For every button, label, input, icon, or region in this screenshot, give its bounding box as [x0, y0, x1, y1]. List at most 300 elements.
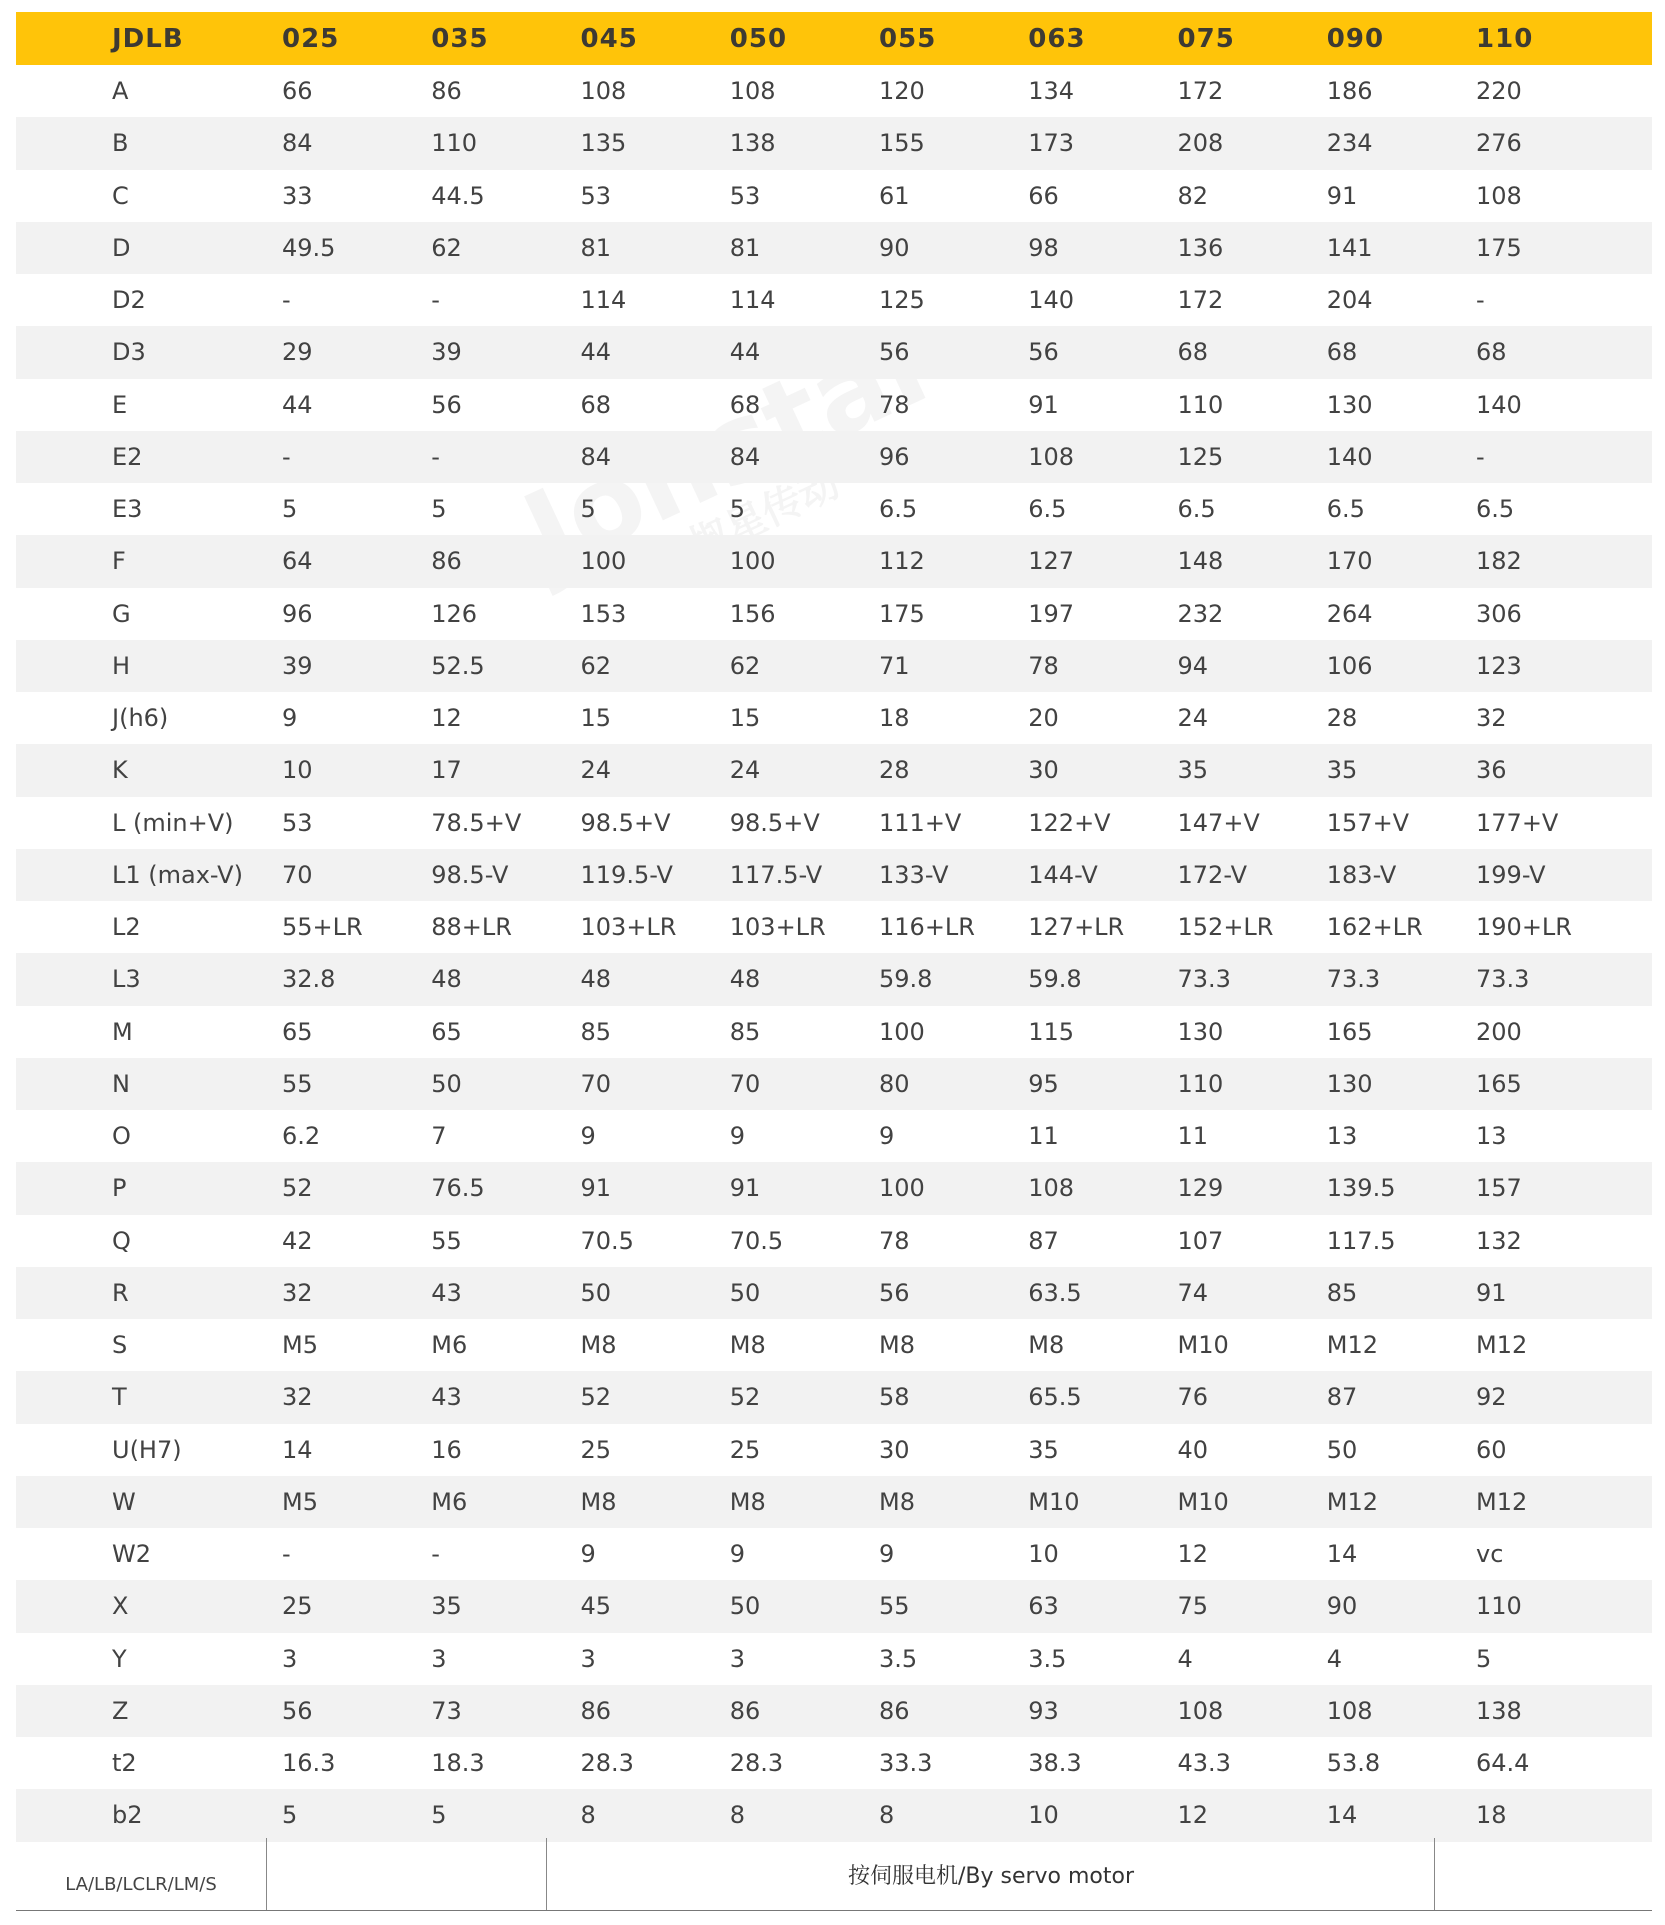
row-label: D3 — [112, 338, 146, 367]
row-label: E — [112, 390, 128, 419]
cell-value: 28.3 — [729, 1749, 784, 1778]
cell-value: 61 — [879, 181, 910, 210]
cell-value: 98.5-V — [431, 860, 509, 889]
table-row — [16, 117, 1652, 169]
cell-value: 8 — [729, 1801, 746, 1830]
cell-value: 234 — [1326, 129, 1373, 158]
cell-value: 138 — [1476, 1696, 1522, 1725]
header-size-4: 050 — [729, 23, 788, 54]
cell-value: 13 — [1326, 1122, 1358, 1151]
cell-value: 14 — [1326, 1801, 1358, 1830]
table-row — [16, 1633, 1652, 1685]
cell-value: 49.5 — [282, 233, 336, 262]
table-row — [16, 379, 1652, 431]
cell-value: 100 — [879, 1017, 925, 1046]
cell-value: 55 — [431, 1226, 462, 1255]
cell-value: 28.3 — [580, 1749, 634, 1778]
cell-value: 9 — [879, 1540, 895, 1569]
cell-value: 4 — [1326, 1644, 1343, 1673]
cell-value: 56 — [282, 1696, 313, 1725]
table-row — [16, 222, 1652, 274]
cell-value: 56 — [431, 390, 462, 419]
cell-value: 24 — [1177, 704, 1209, 733]
cell-value: 5 — [431, 495, 447, 524]
cell-value: - — [1476, 286, 1485, 315]
row-label: T — [112, 1383, 127, 1412]
cell-value: 91 — [1476, 1278, 1507, 1307]
table-row — [16, 901, 1652, 953]
cell-value: 111+V — [879, 808, 962, 837]
table-row — [16, 1267, 1652, 1319]
cell-value: 64 — [282, 547, 313, 576]
cell-value: 140 — [1028, 286, 1075, 315]
cell-value: 48 — [580, 965, 612, 994]
cell-value: 119.5-V — [580, 860, 673, 889]
table-row — [16, 1215, 1652, 1267]
cell-value: 25 — [580, 1435, 612, 1464]
table-row — [16, 797, 1652, 849]
cell-value: 172 — [1177, 77, 1224, 106]
row-label: W — [112, 1487, 136, 1516]
cell-value: 91 — [580, 1174, 612, 1203]
cell-value: 52.5 — [431, 651, 485, 680]
cell-value: 44 — [282, 390, 313, 419]
cell-value: 63 — [1028, 1592, 1059, 1621]
cell-value: 3 — [580, 1644, 596, 1673]
cell-value: - — [282, 1540, 291, 1569]
cell-value: 197 — [1028, 599, 1075, 628]
header-size-3: 045 — [580, 23, 638, 54]
table-row — [16, 744, 1652, 796]
cell-value: 90 — [1326, 1592, 1358, 1621]
table-footer — [16, 1838, 1652, 1911]
cell-value: 86 — [431, 77, 462, 106]
cell-value: 157+V — [1326, 808, 1410, 837]
row-label: W2 — [112, 1540, 151, 1569]
table-row — [16, 535, 1652, 587]
cell-value: 44 — [580, 338, 612, 367]
cell-value: 55 — [282, 1069, 313, 1098]
cell-value: 73.3 — [1326, 965, 1381, 994]
row-label: L (min+V) — [112, 808, 234, 837]
cell-value: 90 — [879, 233, 910, 262]
cell-value: 55+LR — [282, 913, 363, 942]
cell-value: 98.5+V — [580, 808, 671, 837]
cell-value: 52 — [729, 1383, 761, 1412]
footer-empty-cell-right — [1434, 1838, 1653, 1910]
cell-value: 65.5 — [1028, 1383, 1082, 1412]
cell-value: 15 — [729, 704, 761, 733]
cell-value: 115 — [1028, 1017, 1075, 1046]
cell-value: 84 — [729, 442, 761, 471]
cell-value: 70 — [580, 1069, 612, 1098]
row-label: L3 — [112, 965, 141, 994]
cell-value: 68 — [729, 390, 761, 419]
cell-value: 84 — [580, 442, 612, 471]
cell-value: 20 — [1028, 704, 1059, 733]
cell-value: 110 — [431, 129, 478, 158]
cell-value: M10 — [1028, 1487, 1080, 1516]
cell-value: 264 — [1326, 599, 1373, 628]
cell-value: 70 — [282, 860, 313, 889]
cell-value: 32 — [282, 1278, 313, 1307]
cell-value: 9 — [580, 1540, 596, 1569]
cell-value: 35 — [1326, 756, 1358, 785]
cell-value: 33.3 — [879, 1749, 933, 1778]
table-header-row — [16, 12, 1652, 65]
cell-value: 39 — [282, 651, 313, 680]
cell-value: 76.5 — [431, 1174, 485, 1203]
cell-value: - — [282, 286, 291, 315]
table-row — [16, 483, 1652, 535]
cell-value: 86 — [729, 1696, 761, 1725]
cell-value: 59.8 — [879, 965, 933, 994]
cell-value: 306 — [1476, 599, 1522, 628]
cell-value: 92 — [1476, 1383, 1507, 1412]
cell-value: M12 — [1476, 1331, 1528, 1360]
cell-value: 76 — [1177, 1383, 1209, 1412]
cell-value: 86 — [879, 1696, 910, 1725]
table-row — [16, 1737, 1652, 1789]
table-row — [16, 1162, 1652, 1214]
cell-value: 66 — [1028, 181, 1059, 210]
cell-value: 78 — [1028, 651, 1059, 680]
cell-value: 110 — [1476, 1592, 1522, 1621]
cell-value: 112 — [879, 547, 925, 576]
cell-value: 117.5-V — [729, 860, 823, 889]
cell-value: 123 — [1476, 651, 1522, 680]
row-label: U(H7) — [112, 1435, 182, 1464]
table-row — [16, 1058, 1652, 1110]
cell-value: 133-V — [879, 860, 949, 889]
cell-value: 95 — [1028, 1069, 1059, 1098]
row-label: O — [112, 1122, 131, 1151]
cell-value: M5 — [282, 1331, 318, 1360]
cell-value: 33 — [282, 181, 313, 210]
cell-value: 220 — [1476, 77, 1522, 106]
cell-value: 175 — [1476, 233, 1522, 262]
cell-value: 98 — [1028, 233, 1059, 262]
cell-value: 43 — [431, 1278, 462, 1307]
row-label: Z — [112, 1696, 129, 1725]
row-label: E3 — [112, 495, 143, 524]
cell-value: 103+LR — [729, 913, 826, 942]
cell-value: 11 — [1177, 1122, 1209, 1151]
cell-value: 50 — [1326, 1435, 1358, 1464]
cell-value: 50 — [580, 1278, 612, 1307]
row-label: D — [112, 233, 131, 262]
cell-value: M8 — [580, 1331, 617, 1360]
cell-value: 204 — [1326, 286, 1373, 315]
cell-value: 138 — [729, 129, 776, 158]
cell-value: 100 — [879, 1174, 925, 1203]
cell-value: 56 — [1028, 338, 1059, 367]
cell-value: 52 — [580, 1383, 612, 1412]
cell-value: 114 — [729, 286, 776, 315]
header-size-7: 075 — [1177, 23, 1235, 54]
cell-value: M12 — [1326, 1487, 1379, 1516]
cell-value: 148 — [1177, 547, 1224, 576]
cell-value: 81 — [729, 233, 761, 262]
cell-value: 12 — [1177, 1801, 1209, 1830]
cell-value: 120 — [879, 77, 925, 106]
cell-value: 116+LR — [879, 913, 975, 942]
cell-value: 9 — [729, 1540, 746, 1569]
cell-value: M8 — [580, 1487, 617, 1516]
cell-value: 35 — [431, 1592, 462, 1621]
cell-value: 153 — [580, 599, 627, 628]
cell-value: 14 — [1326, 1540, 1358, 1569]
cell-value: 162+LR — [1326, 913, 1423, 942]
cell-value: 94 — [1177, 651, 1209, 680]
cell-value: 65 — [431, 1017, 462, 1046]
cell-value: M8 — [729, 1331, 766, 1360]
footer-motor-note: 按伺服电机/By servo motor — [546, 1838, 1435, 1910]
table-row — [16, 1371, 1652, 1423]
row-label: N — [112, 1069, 130, 1098]
cell-value: 86 — [580, 1696, 612, 1725]
cell-value: 32 — [1476, 704, 1507, 733]
cell-value: 93 — [1028, 1696, 1059, 1725]
cell-value: 59.8 — [1028, 965, 1082, 994]
cell-value: 6.5 — [1028, 495, 1067, 524]
table-row — [16, 431, 1652, 483]
cell-value: 177+V — [1476, 808, 1559, 837]
cell-value: 25 — [282, 1592, 313, 1621]
table-row — [16, 1580, 1652, 1632]
cell-value: 18.3 — [431, 1749, 485, 1778]
cell-value: 106 — [1326, 651, 1373, 680]
cell-value: 52 — [282, 1174, 313, 1203]
cell-value: M12 — [1476, 1487, 1528, 1516]
cell-value: 108 — [580, 77, 627, 106]
row-label: X — [112, 1592, 129, 1621]
row-label: b2 — [112, 1801, 143, 1830]
cell-value: 147+V — [1177, 808, 1260, 837]
cell-value: 232 — [1177, 599, 1224, 628]
table-row — [16, 849, 1652, 901]
row-label: K — [112, 756, 128, 785]
cell-value: 186 — [1326, 77, 1373, 106]
cell-value: - — [431, 442, 440, 471]
cell-value: 3.5 — [1028, 1644, 1067, 1673]
cell-value: 68 — [1476, 338, 1507, 367]
cell-value: 127+LR — [1028, 913, 1125, 942]
cell-value: 155 — [879, 129, 925, 158]
cell-value: 136 — [1177, 233, 1224, 262]
cell-value: 38.3 — [1028, 1749, 1082, 1778]
cell-value: M8 — [879, 1331, 915, 1360]
cell-value: 3 — [282, 1644, 298, 1673]
cell-value: 152+LR — [1177, 913, 1274, 942]
cell-value: 44.5 — [431, 181, 485, 210]
cell-value: 53 — [580, 181, 612, 210]
cell-value: M8 — [1028, 1331, 1065, 1360]
cell-value: 139.5 — [1326, 1174, 1396, 1203]
cell-value: 126 — [431, 599, 478, 628]
cell-value: 172-V — [1177, 860, 1247, 889]
cell-value: 56 — [879, 1278, 910, 1307]
cell-value: 74 — [1177, 1278, 1209, 1307]
cell-value: 10 — [1028, 1540, 1059, 1569]
cell-value: 86 — [431, 547, 462, 576]
table-row — [16, 640, 1652, 692]
cell-value: 78 — [879, 1226, 910, 1255]
cell-value: 208 — [1177, 129, 1224, 158]
cell-value: 25 — [729, 1435, 761, 1464]
cell-value: 182 — [1476, 547, 1522, 576]
cell-value: 43 — [431, 1383, 462, 1412]
cell-value: 91 — [1028, 390, 1059, 419]
cell-value: 5 — [580, 495, 596, 524]
cell-value: 18 — [1476, 1801, 1507, 1830]
cell-value: 110 — [1177, 390, 1224, 419]
cell-value: 7 — [431, 1122, 447, 1151]
cell-value: 53 — [729, 181, 761, 210]
cell-value: 190+LR — [1476, 913, 1572, 942]
cell-value: 122+V — [1028, 808, 1111, 837]
cell-value: 24 — [729, 756, 761, 785]
cell-value: 100 — [729, 547, 776, 576]
cell-value: - — [431, 286, 440, 315]
cell-value: 87 — [1326, 1383, 1358, 1412]
cell-value: 24 — [580, 756, 612, 785]
cell-value: 6.5 — [1177, 495, 1216, 524]
table-row — [16, 274, 1652, 326]
cell-value: M8 — [879, 1487, 915, 1516]
cell-value: 172 — [1177, 286, 1224, 315]
cell-value: 107 — [1177, 1226, 1224, 1255]
cell-value: 28 — [879, 756, 910, 785]
cell-value: 58 — [879, 1383, 910, 1412]
cell-value: 173 — [1028, 129, 1075, 158]
cell-value: 85 — [729, 1017, 761, 1046]
cell-value: 68 — [1326, 338, 1358, 367]
cell-value: 6.2 — [282, 1122, 321, 1151]
row-label: G — [112, 599, 131, 628]
header-size-8: 090 — [1326, 23, 1385, 54]
row-label: J(h6) — [112, 704, 169, 733]
cell-value: 75 — [1177, 1592, 1209, 1621]
cell-value: M10 — [1177, 1331, 1229, 1360]
cell-value: 6.5 — [1476, 495, 1515, 524]
cell-value: 88+LR — [431, 913, 512, 942]
cell-value: 91 — [729, 1174, 761, 1203]
header-size-5: 055 — [879, 23, 937, 54]
table-row — [16, 65, 1652, 117]
cell-value: 276 — [1476, 129, 1522, 158]
row-label: M — [112, 1017, 133, 1046]
cell-value: 9 — [879, 1122, 895, 1151]
header-size-9: 110 — [1476, 23, 1534, 54]
cell-value: 45 — [580, 1592, 612, 1621]
cell-value: 140 — [1476, 390, 1522, 419]
cell-value: 4 — [1177, 1644, 1193, 1673]
cell-value: 144-V — [1028, 860, 1098, 889]
header-size-2: 035 — [431, 23, 489, 54]
cell-value: 65 — [282, 1017, 313, 1046]
cell-value: 73.3 — [1177, 965, 1231, 994]
row-label: E2 — [112, 442, 143, 471]
cell-value: 11 — [1028, 1122, 1059, 1151]
cell-value: 30 — [1028, 756, 1059, 785]
cell-value: 110 — [1177, 1069, 1224, 1098]
cell-value: 53 — [282, 808, 313, 837]
cell-value: 5 — [729, 495, 746, 524]
cell-value: 8 — [580, 1801, 596, 1830]
cell-value: 135 — [580, 129, 627, 158]
cell-value: 108 — [1476, 181, 1522, 210]
cell-value: 85 — [1326, 1278, 1358, 1307]
cell-value: 50 — [729, 1278, 761, 1307]
cell-value: 9 — [580, 1122, 596, 1151]
cell-value: 108 — [729, 77, 776, 106]
row-label: B — [112, 129, 129, 158]
cell-value: 5 — [431, 1801, 447, 1830]
cell-value: 13 — [1476, 1122, 1507, 1151]
table-row — [16, 1476, 1652, 1528]
cell-value: 5 — [282, 495, 298, 524]
cell-value: 35 — [1177, 756, 1209, 785]
table-row — [16, 1110, 1652, 1162]
cell-value: 53.8 — [1326, 1749, 1381, 1778]
cell-value: 91 — [1326, 181, 1358, 210]
cell-value: 140 — [1326, 442, 1373, 471]
cell-value: 170 — [1326, 547, 1373, 576]
cell-value: M6 — [431, 1487, 468, 1516]
row-label: L2 — [112, 913, 141, 942]
cell-value: 70.5 — [580, 1226, 634, 1255]
cell-value: 39 — [431, 338, 462, 367]
cell-value: 40 — [1177, 1435, 1209, 1464]
row-label: F — [112, 547, 126, 576]
cell-value: 100 — [580, 547, 627, 576]
row-label: L1 (max-V) — [112, 860, 243, 889]
row-label: D2 — [112, 286, 146, 315]
cell-value: 156 — [729, 599, 776, 628]
cell-value: 12 — [1177, 1540, 1209, 1569]
cell-value: 43.3 — [1177, 1749, 1231, 1778]
cell-value: 30 — [879, 1435, 910, 1464]
cell-value: 125 — [1177, 442, 1224, 471]
cell-value: 117.5 — [1326, 1226, 1396, 1255]
cell-value: 62 — [729, 651, 761, 680]
cell-value: 199-V — [1476, 860, 1546, 889]
cell-value: 55 — [879, 1592, 910, 1621]
cell-value: 12 — [431, 704, 462, 733]
cell-value: 70.5 — [729, 1226, 784, 1255]
row-label: t2 — [112, 1749, 137, 1778]
cell-value: 10 — [282, 756, 313, 785]
cell-value: - — [282, 442, 291, 471]
cell-value: 141 — [1326, 233, 1373, 262]
cell-value: 6.5 — [879, 495, 918, 524]
cell-value: 60 — [1476, 1435, 1507, 1464]
cell-value: 125 — [879, 286, 925, 315]
table-row — [16, 1528, 1652, 1580]
cell-value: 81 — [580, 233, 612, 262]
cell-value: 130 — [1177, 1017, 1224, 1046]
cell-value: 36 — [1476, 756, 1507, 785]
cell-value: 130 — [1326, 1069, 1373, 1098]
cell-value: 84 — [282, 129, 313, 158]
cell-value: 78 — [879, 390, 910, 419]
cell-value: 32 — [282, 1383, 313, 1412]
cell-value: 73.3 — [1476, 965, 1530, 994]
table-row — [16, 692, 1652, 744]
cell-value: 5 — [282, 1801, 298, 1830]
cell-value: 98.5+V — [729, 808, 820, 837]
